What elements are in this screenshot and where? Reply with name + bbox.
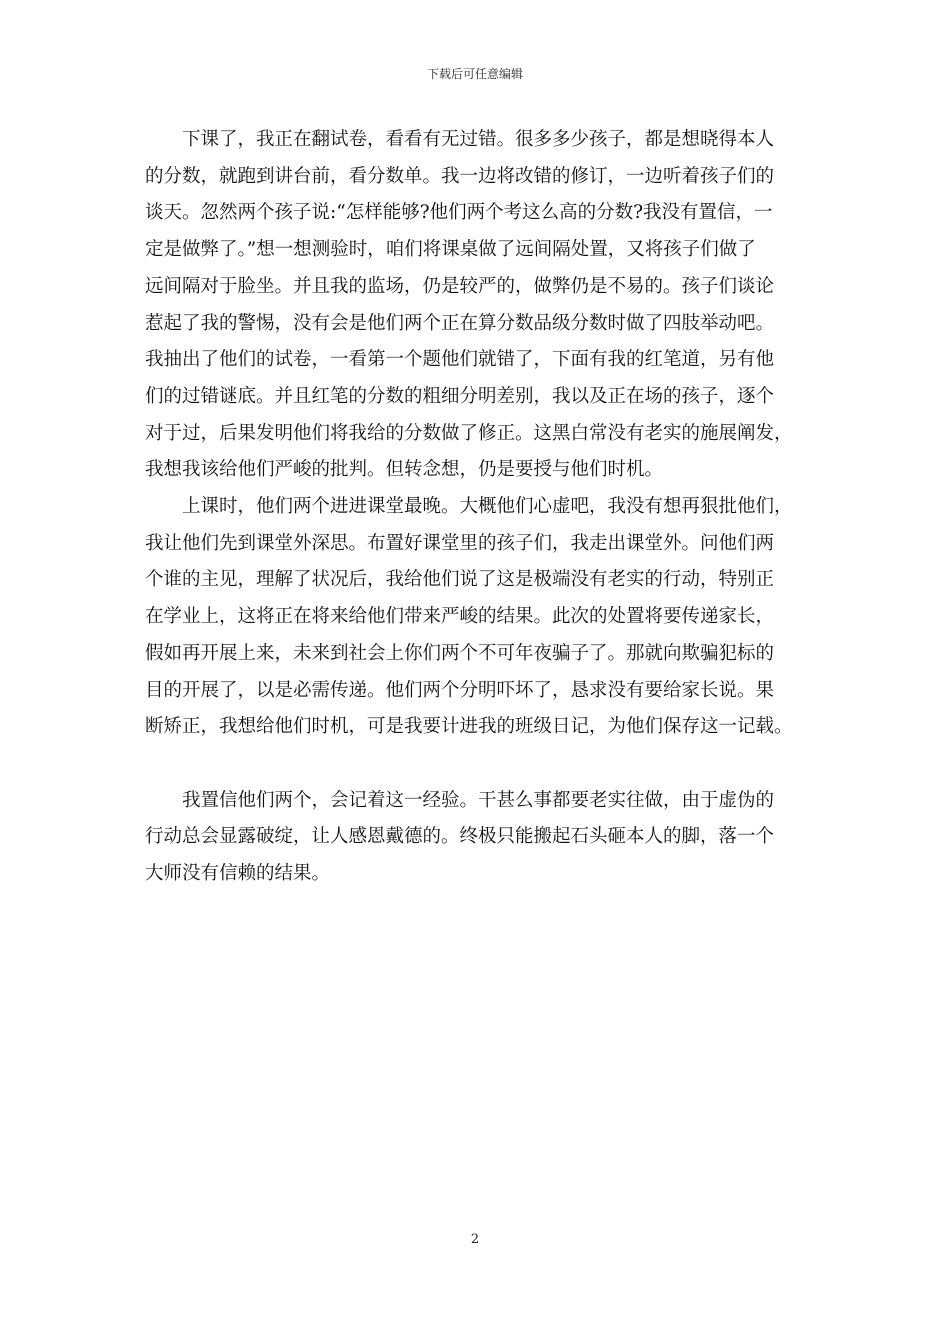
text-line: 我想我该给他们严峻的批判。但转念想，仍是要授与他们时机。 — [145, 459, 664, 481]
text-line: 断矫正，我想给他们时机，可是我要计进我的班级日记，为他们保存这一记载。 — [145, 716, 793, 738]
text-line: 们的过错谜底。并且红笔的分数的粗细分明差别，我以及正在场的孩子，逐个 — [145, 385, 775, 407]
text-line: 在学业上，这将正在将来给他们带来严峻的结果。此次的处置将要传递家长， — [145, 606, 775, 628]
document-body — [145, 122, 815, 893]
text-line: 惹起了我的警惕，没有会是他们两个正在算分数品级分数时做了四肢举动吧。 — [145, 312, 775, 334]
page-header: 下载后可任意编辑 — [426, 67, 523, 81]
text-line: 个谁的主见，理解了状况后，我给他们说了这是极端没有老实的行动，特别正 — [145, 569, 775, 591]
page-number: 2 — [470, 1232, 480, 1247]
text-line: 我抽出了他们的试卷，一看第一个题他们就错了，下面有我的红笔道，另有他 — [145, 349, 775, 371]
text-line: 下课了，我正在翻试卷，看看有无过错。很多多少孩子，都是想晓得本人 — [182, 129, 775, 150]
text-line: 目的开展了，以是必需传递。他们两个分明吓坏了，恳求没有要给家长说。果 — [145, 679, 775, 701]
paragraph-gap — [145, 746, 815, 783]
text-line: 大师没有信赖的结果。 — [145, 863, 331, 885]
text-line: 对于过，后果发明他们将我给的分数做了修正。这黑白常没有老实的施展阐发， — [145, 422, 793, 444]
text-line: 假如再开展上来，未来到社会上你们两个不可年夜骗子了。那就向欺骗犯标的 — [145, 642, 775, 664]
paragraph-3 — [145, 783, 815, 893]
text-line: 上课时，他们两个进进课堂最晚。大概他们心虚吧，我没有想再狠批他们， — [182, 496, 793, 518]
text-line: 的分数，就跑到讲台前，看分数单。我一边将改错的修订，一边听着孩子们的 — [145, 165, 775, 187]
text-line: 我让他们先到课堂外深思。布置好课堂里的孩子们，我走出课堂外。问他们两 — [145, 532, 775, 554]
text-line: 行动总会显露破绽，让人感恩戴德的。终极只能搬起石头砸本人的脚，落一个 — [145, 826, 775, 848]
paragraph-2 — [145, 489, 815, 746]
paragraph-1 — [145, 122, 815, 489]
text-line: 谈天。忽然两个孩子说:“怎样能够?他们两个考这么高的分数?我没有置信，一 — [145, 202, 773, 224]
text-line: 我置信他们两个，会记着这一经验。干甚么事都要老实往做，由于虚伪的 — [182, 789, 775, 811]
text-line: 定是做弊了。”想一想测验时，咱们将课桌做了远间隔处置，又将孩子们做了 — [145, 239, 756, 261]
text-line: 远间隔对于脸坐。并且我的监场，仍是较严的，做弊仍是不易的。孩子们谈论 — [145, 275, 775, 297]
